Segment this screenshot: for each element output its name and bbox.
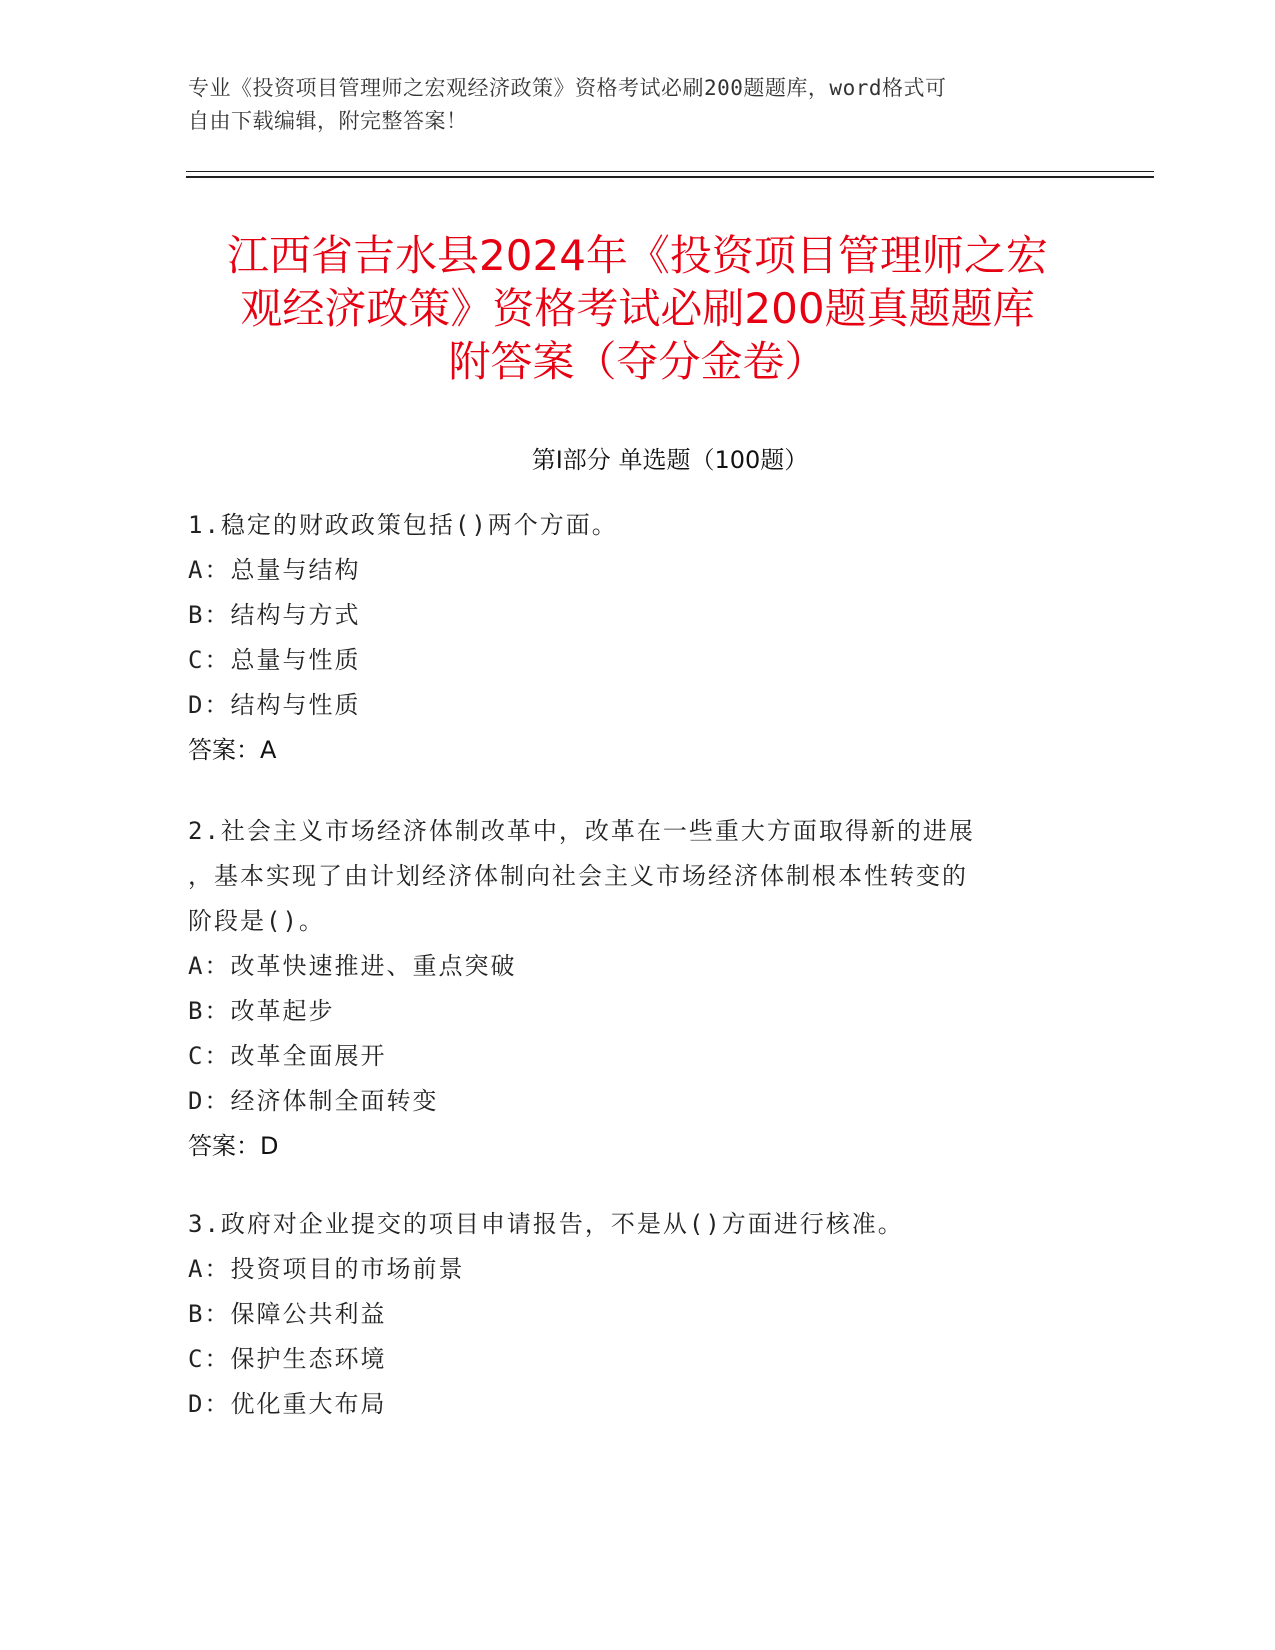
- header-note: [188, 72, 1068, 138]
- answer: 答案：D: [188, 1132, 279, 1160]
- question-stem: 2.社会主义市场经济体制改革中，改革在一些重大方面取得新的进展: [188, 817, 975, 845]
- answer: 答案：A: [188, 736, 277, 764]
- question-stem: 3.政府对企业提交的项目申请报告，不是从()方面进行核准。: [188, 1210, 904, 1238]
- question-stem: ，基本实现了由计划经济体制向社会主义市场经济体制根本性转变的: [188, 862, 968, 890]
- section-heading: 第Ⅰ部分 单选题（100题）: [531, 446, 809, 474]
- option-c: C：改革全面展开: [188, 1042, 387, 1070]
- title-line: 江西省吉水县2024年《投资项目管理师之宏: [227, 231, 1048, 280]
- title-line: 观经济政策》资格考试必刷200题真题题库: [240, 284, 1035, 333]
- title-line: 附答案（夺分金卷）: [448, 337, 827, 386]
- option-c: C：保护生态环境: [188, 1345, 387, 1373]
- option-b: B：改革起步: [188, 997, 335, 1025]
- document-title: [170, 229, 1105, 388]
- option-b: B：结构与方式: [188, 601, 361, 629]
- question-1: [188, 503, 1088, 773]
- option-c: C：总量与性质: [188, 646, 361, 674]
- question-stem: 阶段是()。: [188, 907, 325, 935]
- option-b: B：保障公共利益: [188, 1300, 387, 1328]
- option-a: A：总量与结构: [188, 556, 361, 584]
- option-a: A：改革快速推进、重点突破: [188, 952, 517, 980]
- question-2: [188, 809, 1088, 1169]
- header-divider-thin: [186, 171, 1154, 172]
- option-d: D：优化重大布局: [188, 1390, 387, 1418]
- question-3: [188, 1202, 1088, 1427]
- option-a: A：投资项目的市场前景: [188, 1255, 465, 1283]
- option-d: D：结构与性质: [188, 691, 361, 719]
- option-d: D：经济体制全面转变: [188, 1087, 439, 1115]
- question-stem: 1.稳定的财政政策包括()两个方面。: [188, 511, 618, 539]
- header-divider-thick: [186, 176, 1154, 178]
- header-note-line: 专业《投资项目管理师之宏观经济政策》资格考试必刷200题题库，word格式可: [188, 76, 947, 100]
- header-note-line: 自由下载编辑，附完整答案！: [188, 109, 468, 133]
